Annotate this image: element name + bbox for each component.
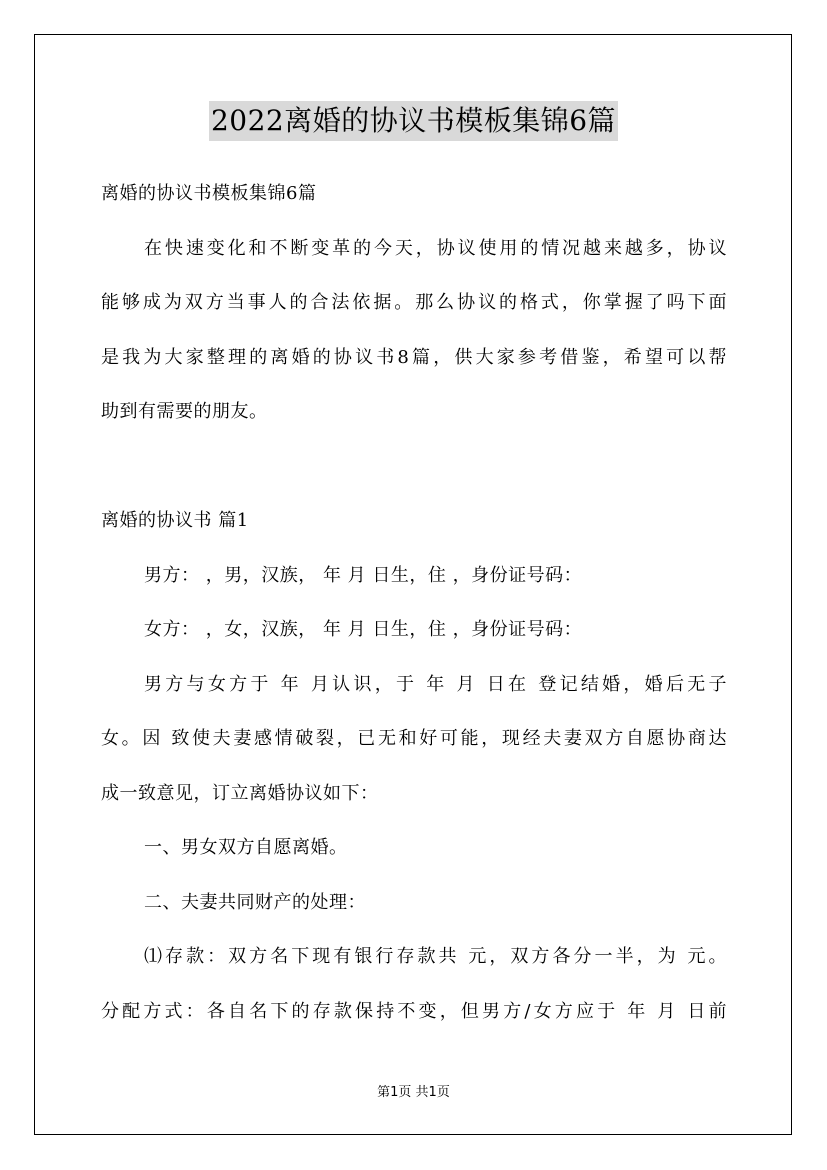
body-line-5: 成一致意见，订立离婚协议如下： [101,782,379,804]
document-subtitle: 离婚的协议书模板集锦6篇 [101,183,317,204]
document-title-text: 2022离婚的协议书模板集锦6篇 [209,101,618,141]
intro-line-2: 能够成为双方当事人的合法依据。那么协议的格式，你掌握了吗下面 [101,292,727,313]
body-line-3: 男方与女方于 年 月认识，于 年 月 日在 登记结婚，婚后无子 [144,673,727,695]
body-line-wife: 女方： ，女，汉族， 年 月 日生，住 ，身份证号码： [144,619,583,640]
paragraph-spacer [101,440,727,495]
clause-1: 一、男女双方自愿离婚。 [144,837,348,858]
clause-2: 二、夫妻共同财产的处理： [144,891,366,913]
intro-line-1: 在快速变化和不断变革的今天，协议使用的情况越来越多，协议 [144,237,727,259]
body-line-husband: 男方： ，男，汉族， 年 月 日生，住 ，身份证号码： [144,564,583,586]
page-footer: 第1页 共1页 [377,1085,450,1100]
intro-line-3: 是我为大家整理的离婚的协议书8篇，供大家参考借鉴，希望可以帮 [101,346,727,368]
document-body [101,167,727,1039]
section-heading: 离婚的协议书 篇1 [101,510,249,531]
clause-2-deposit: ⑴存款：双方名下现有银行存款共 元，双方各分一半，为 元。 [144,946,727,967]
body-line-4: 女。因 致使夫妻感情破裂，已无和好可能，现经夫妻双方自愿协商达 [101,728,727,749]
document-title [0,100,827,141]
clause-2-distribution: 分配方式：各自名下的存款保持不变，但男方/女方应于 年 月 日前 [101,1000,727,1022]
intro-line-4: 助到有需要的朋友。 [101,401,268,422]
